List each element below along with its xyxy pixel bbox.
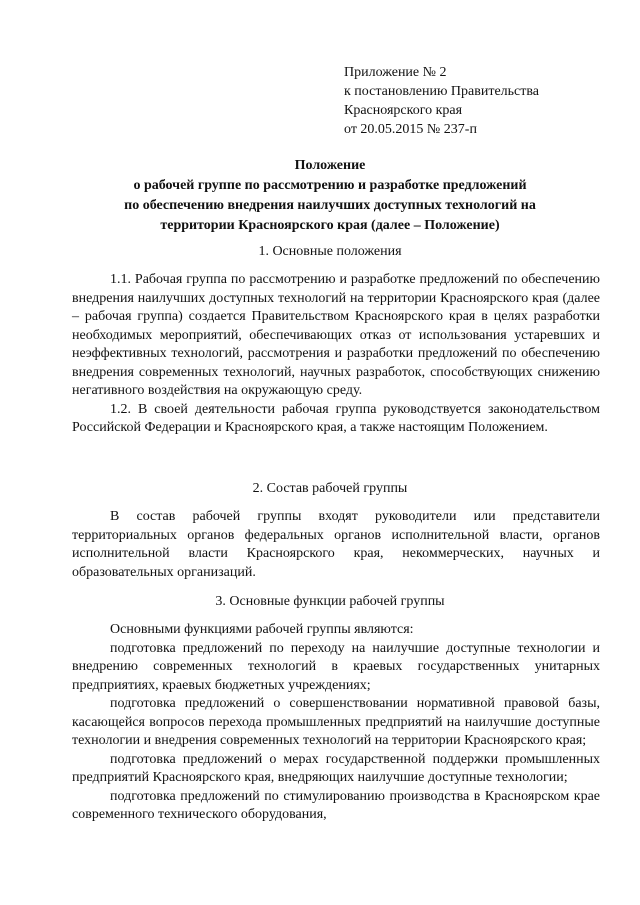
- title-line-3: по обеспечению внедрения наилучших доступных технологий на: [124, 198, 536, 213]
- paragraph-2-1: В состав рабочей группы входят руководители или представители территориальных органов федеральных органов исполнительной власти, органов исполнительной власти Красноярского края, некоммерческих, научных и образовательных организаций.: [72, 509, 600, 580]
- appendix-line-2: к постановлению Правительства: [344, 84, 540, 99]
- section-2-body: [72, 508, 600, 582]
- title-line-4: территории Красноярского края (далее – Положение): [160, 218, 500, 233]
- appendix-line-1: Приложение № 2: [344, 65, 447, 80]
- section-3-body: [72, 621, 600, 825]
- document-title: [60, 156, 600, 236]
- section-1-body: [72, 271, 600, 438]
- function-item: подготовка предложений по стимулированию производства в Красноярском крае современного технического оборудования,: [72, 788, 600, 822]
- title-line-2: о рабочей группе по рассмотрению и разработке предложений: [133, 178, 527, 193]
- function-item: подготовка предложений о мерах государственной поддержки промышленных предприятий Красноярского края, внедряющих наилучшие доступные технологии;: [72, 751, 600, 785]
- function-item: подготовка предложений о совершенствовании нормативной правовой базы, касающейся вопросов перехода промышленных предприятий на наилучшие доступные технологии и внедрения современных технологий на территории Красноярского края;: [72, 696, 600, 748]
- functions-intro: Основными функциями рабочей группы являются:: [110, 622, 414, 637]
- paragraph-1-1: 1.1. Рабочая группа по рассмотрению и разработке предложений по обеспечению внедрения наилучших доступных технологий на территории Красноярского края (далее – рабочая группа) создается Правительством Красноярского края в целях разработки необходимых мероприятий, обеспечивающих отказ от использования устаревших и неэффективных технологий, рассмотрения и разработки предложений по обеспечению внедрения современных технологий, научных разработок, способствующих снижению негативного воздействия на окружающую среду.: [72, 272, 600, 398]
- appendix-line-3: Красноярского края: [344, 103, 463, 118]
- section-2-heading: 2. Состав рабочей группы: [252, 481, 408, 496]
- appendix-line-4: от 20.05.2015 № 237-п: [344, 122, 477, 137]
- section-3-heading: 3. Основные функции рабочей группы: [215, 594, 445, 609]
- title-line-1: Положение: [294, 158, 366, 173]
- appendix-block: [344, 63, 604, 139]
- paragraph-1-2: 1.2. В своей деятельности рабочая группа руководствуется законодательством Российской Федерации и Красноярского края, а также настоящим Положением.: [72, 401, 600, 435]
- section-1-heading: 1. Основные положения: [258, 244, 402, 259]
- function-item: подготовка предложений по переходу на наилучшие доступные технологии и внедрению современных технологий в краевых государственных унитарных предприятиях, краевых бюджетных учреждениях;: [72, 640, 600, 693]
